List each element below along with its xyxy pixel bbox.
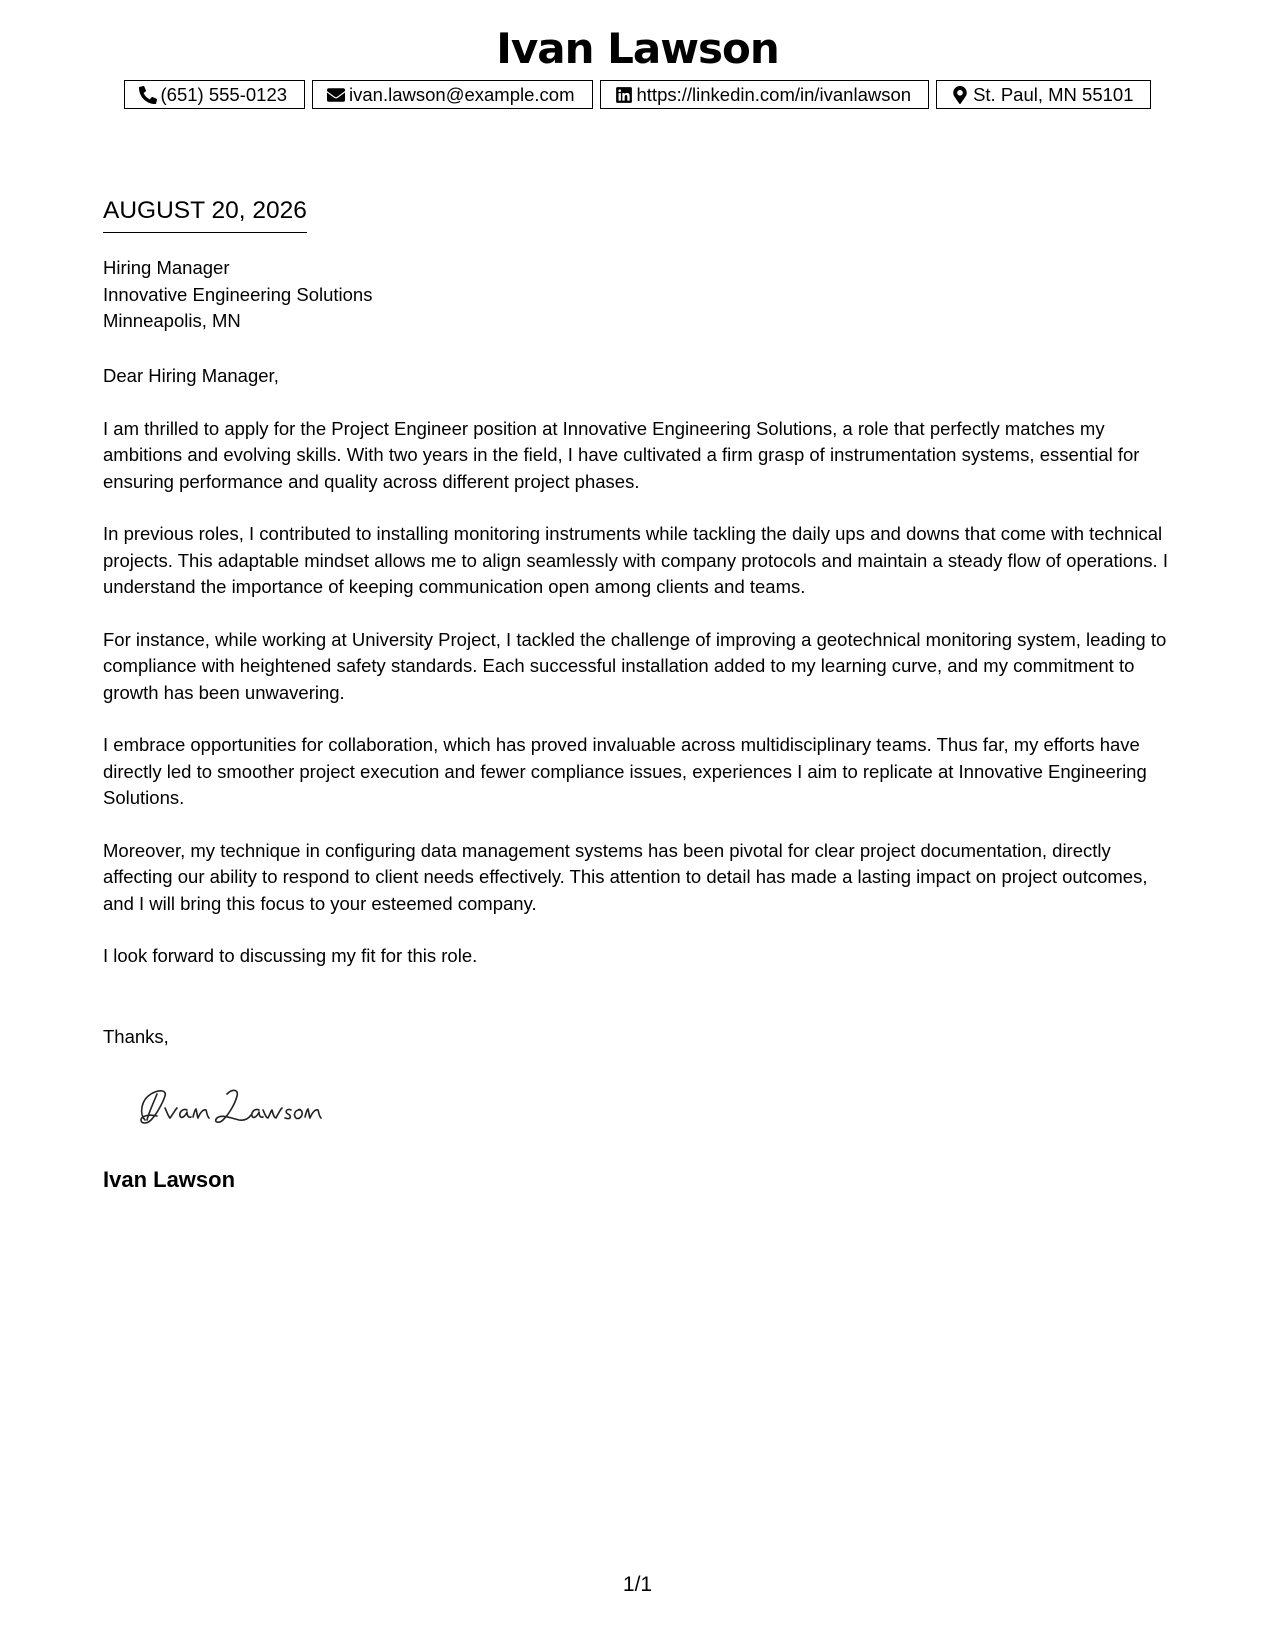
linkedin-icon xyxy=(615,86,633,104)
body-paragraph: For instance, while working at University Project, I tackled the challenge of improving a geotechnical monitoring system, leading to compliance with heightened safety standards. Each successful installation added to my learning curve, and my commitment to growth has been unwavering. xyxy=(103,628,1167,703)
body-paragraph: In previous roles, I contributed to installing monitoring instruments while tackling the daily ups and downs that come with technical projects. This adaptable mindset allows me to align seamlessly with company protocols and maintain a steady flow of operations. I understand the importance of keeping communication open among clients and teams. xyxy=(103,523,1168,597)
contact-linkedin-text: https://linkedin.com/in/ivanlawson xyxy=(636,83,912,105)
salutation: Dear Hiring Manager, xyxy=(103,365,279,386)
page-number: 1/1 xyxy=(622,1573,653,1596)
closing: Thanks, xyxy=(103,1026,169,1047)
handwritten-signature xyxy=(135,1080,335,1130)
recipient-block xyxy=(103,255,372,335)
body-paragraph: I look forward to discussing my fit for this role. xyxy=(103,945,478,966)
body-paragraph: Moreover, my technique in configuring data management systems has been pivotal for clear project documentation, directly affecting our ability to respond to client needs effectively. This attention to detail has made a lasting impact on project outcomes, and I will bring this focus to your esteemed company. xyxy=(103,839,1148,914)
contact-location xyxy=(936,80,1151,109)
applicant-name: Ivan Lawson xyxy=(496,24,779,73)
contact-phone-text: (651) 555-0123 xyxy=(160,83,288,105)
body-paragraph: I am thrilled to apply for the Project Engineer position at Innovative Engineering Solutions, a role that perfectly matches my ambitions and evolving skills. With two years in the field, I have cultivated a firm grasp of instrumentation systems, essential for ensuring performance and quality across different project phases. xyxy=(103,417,1140,492)
letter-body xyxy=(103,363,1178,996)
contact-phone xyxy=(124,80,306,109)
recipient-company: Innovative Engineering Solutions xyxy=(103,283,373,305)
body-paragraph: I embrace opportunities for collaboration, which has proved invaluable across multidisciplinary teams. Thus far, my efforts have directly led to smoother project execution and fewer compliance issues, experiences I aim to replicate at Innovative Engineering Solutions. xyxy=(103,734,1147,808)
envelope-icon xyxy=(327,86,345,104)
recipient-location: Minneapolis, MN xyxy=(103,310,241,331)
phone-icon xyxy=(139,86,157,104)
signer-name: Ivan Lawson xyxy=(103,1167,236,1192)
contact-bar xyxy=(0,80,1275,109)
contact-linkedin xyxy=(600,80,930,109)
letter-date: AUGUST 20, 2026 xyxy=(103,196,307,233)
contact-location-text: St. Paul, MN 55101 xyxy=(973,83,1134,105)
contact-email xyxy=(312,80,592,109)
recipient-title: Hiring Manager xyxy=(103,257,230,278)
contact-email-text: ivan.lawson@example.com xyxy=(349,83,575,105)
map-marker-icon xyxy=(951,86,969,104)
